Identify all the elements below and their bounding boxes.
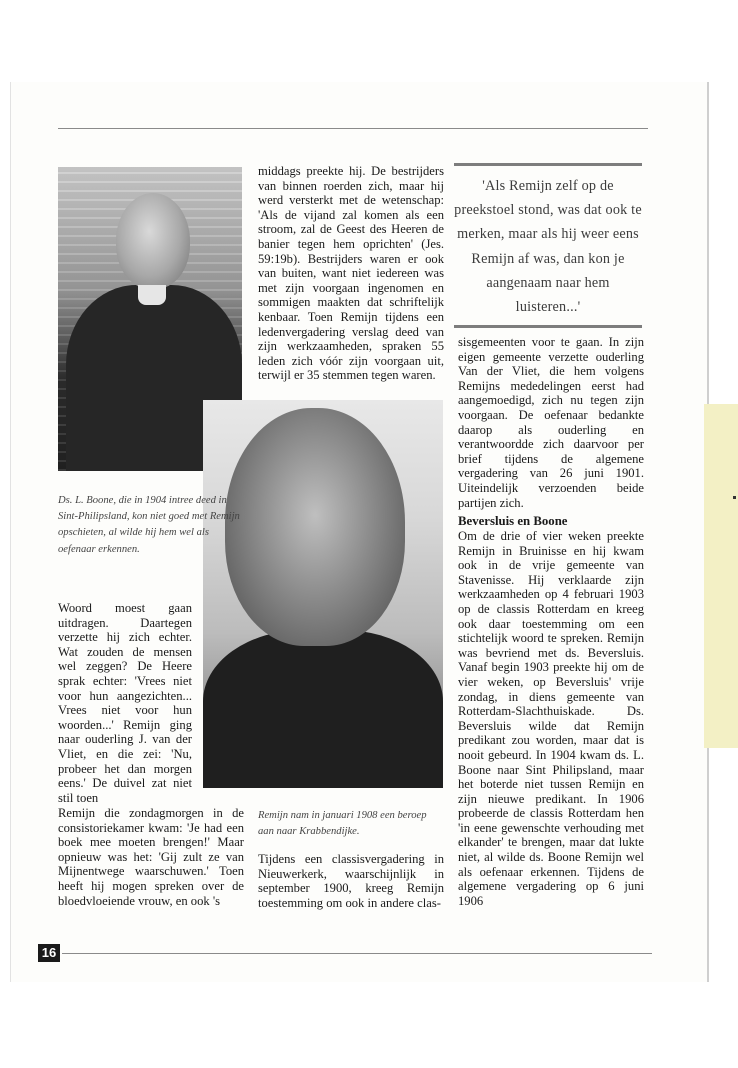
column2-text-top: middags preekte hij. De bestrijders van binnen roerden zich, maar hij werd versterkt met de wetenschap: 'Als de vijand zal komen als een stroom, zal de Geest des Heeren de banier tegen hem oprichten' (Jes. 59:19b). Bestrijders waren er ook van buiten, want niet iedereen was met zijn voorgaan ingenomen en sommigen maakten dat schriftelijk kenbaar. Toen Remijn tijdens een ledenvergadering verslag deed van zijn werkzaamheden, spraken 55 leden zich vóór zijn voorgaan uit, terwijl er 35 stemmen tegen waren. xyxy=(258,164,444,383)
column3-text-top: sisgemeenten voor te gaan. In zijn eigen gemeente verzette ouderling Van der Vliet, die hem volgens Remijns mededelingen eerst had aangemoedigd, zich nu tegen zijn voorgaan. De oefenaar bedankte daarop als ouderling en verantwoordde zich daarvoor per brief tijdens de algemene vergadering van 26 juni 1901. Uiteindelijk verzoenden beide partijen zich. xyxy=(458,335,644,510)
pull-quote xyxy=(454,163,642,328)
photo-figure-head xyxy=(225,408,405,646)
bottom-rule xyxy=(62,953,652,954)
photo-remijn xyxy=(203,400,443,788)
column3-bottom-block xyxy=(458,514,644,908)
caption-boone: Ds. L. Boone, die in 1904 intree deed in Sint-Philipsland, kon niet goed met Remijn opschieten, al wilde hij hem wel als oefenaar erkennen. xyxy=(58,495,240,555)
column2-top-block xyxy=(258,164,444,383)
photo-figure-head xyxy=(116,193,190,289)
pull-quote-rule-bottom xyxy=(454,325,642,328)
edge-mark xyxy=(733,496,736,499)
column1-text-full: Remijn die zondagmorgen in de consistoriekamer kwam: 'Je had een boek mee moeten brengen!' Maar opnieuw was het: 'Gij zult ze van Mijnentwege waarschuwen.' Toen heeft hij mogen spreken over de bloedvloeiende vrouw, en ook 's xyxy=(58,806,244,908)
column1-text-narrow: Woord moest gaan uitdragen. Daartegen verzette hij zich echter. Wat zouden de mensen wel zeggen? De Heere sprak echter: 'Vrees niet voor hun aangezichten... Vrees niet voor hun woorden...' Remijn ging naar ouderling J. van der Vliet, en die zei: 'Nu, probeer het dan morgen eens.' De duivel zat niet stil toen xyxy=(58,601,192,805)
caption-remijn: Remijn nam in januari 1908 een beroep aan naar Krabbendijke. xyxy=(258,810,427,838)
column1-narrow-block xyxy=(58,601,192,805)
column1-full-block xyxy=(58,806,244,908)
pull-quote-text: 'Als Remijn zelf op de preekstoel stond, was dat ook te merken, maar als hij weer eens Remijn af was, dan kon je aangenaam naar hem luisteren...' xyxy=(454,178,642,316)
top-rule xyxy=(58,128,648,129)
column2-text-bottom: Tijdens een classisvergadering in Nieuwerkerk, waarschijnlijk in september 1900, kreeg Remijn toestemming om ook in andere clas- xyxy=(258,852,444,910)
photo-figure-body xyxy=(203,630,443,788)
column3-top-block xyxy=(458,335,644,510)
section-heading: Beversluis en Boone xyxy=(458,514,568,528)
photo-figure-collar xyxy=(138,285,166,305)
column3-text-bottom: Om de drie of vier weken preekte Remijn in Bruinisse en hij kwam ook in de vrije gemeente van Stavenisse. Hij verklaarde zijn werkzaamheden op 4 februari 1903 op de classis Rotterdam en kreeg ook daar toestemming om een stichtelijk woord te spreken. Remijn was bevriend met ds. Beversluis. Vanaf begin 1903 preekte hij om de vier weken, op Beversluis' vrije zondag, in diens gemeente van Rotterdam-Slachthuiskade. Ds. Beversluis wilde dat Remijn predikant zou worden, maar dat is nooit gebeurd. In 1904 kwam ds. L. Boone naar Sint Philipsland, maar het boterde niet tussen Remijn en zijn nieuwe predikant. In 1906 probeerde de classis Rotterdam hen 'in eene gewenschte verhouding met elkander' te brengen, maar dat lukte niet, al wilde ds. Boone Remijn wel als oefenaar erkennen. Tijdens de algemene vergadering op 6 juni 1906 xyxy=(458,529,644,908)
page-number: 16 xyxy=(38,944,60,962)
caption-boone-block xyxy=(58,493,244,558)
page-edge-highlight xyxy=(704,404,738,748)
column2-bottom-block xyxy=(258,852,444,910)
caption-remijn-block xyxy=(258,808,444,840)
